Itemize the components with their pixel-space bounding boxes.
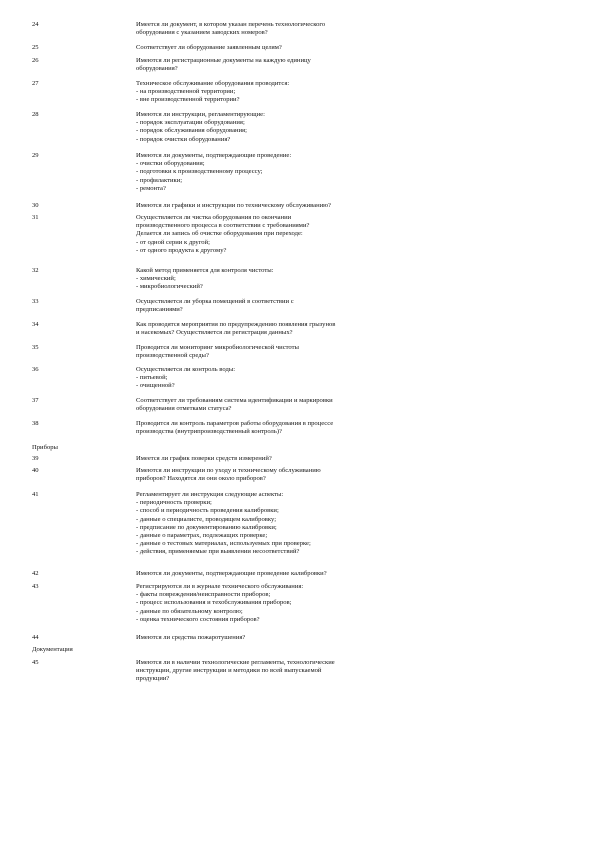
question-text <box>136 298 426 314</box>
question-number: 31 <box>32 214 39 221</box>
question-text-line: - предписание по документированию калибровки; <box>136 523 277 531</box>
question-text-line: - способ и периодичность проведения калибровки; <box>136 507 279 515</box>
question-text-line: Имеются ли документы, подтверждающие проведение калибровки? <box>136 570 327 577</box>
question-text-line: - порядок очистки оборудования? <box>136 135 231 143</box>
question-text-line: - порядок эксплуатации оборудования; <box>136 119 245 127</box>
question-text <box>136 321 426 337</box>
question-number: 26 <box>32 57 39 64</box>
question-text-line: Имеется ли график поверки средств измерений? <box>136 455 272 462</box>
question-text <box>136 420 426 436</box>
question-text-line: - питьевой; <box>136 374 168 382</box>
section-heading: Приборы <box>32 444 58 451</box>
question-number: 27 <box>32 80 39 87</box>
question-number: 29 <box>32 152 39 159</box>
question-text-line: - профилактики; <box>136 176 183 184</box>
question-text-line: Проводится ли контроль параметров работы оборудования в процессе <box>136 420 334 427</box>
question-number: 32 <box>32 267 39 274</box>
question-text-line: - на производственной территории; <box>136 88 236 96</box>
question-text-line: - действия, применяемые при выявлении несоответствий? <box>136 548 300 556</box>
question-text <box>136 455 426 463</box>
question-text-line: оборудования отметками статуса? <box>136 405 232 413</box>
question-text-line: Как проводятся мероприятия по предупреждению появления грызунов <box>136 321 336 328</box>
question-number: 34 <box>32 321 39 328</box>
question-text <box>136 44 426 52</box>
question-text-line: инструкции, другие инструкции и методики по всей выпускаемой <box>136 667 322 675</box>
question-text-line: Проводится ли мониторинг микробиологической чистоты <box>136 344 299 351</box>
question-text-line: - очищенной? <box>136 382 175 390</box>
question-text <box>136 570 426 578</box>
question-text-line: - подготовки к производственному процессу; <box>136 168 263 176</box>
question-text-line: продукции? <box>136 675 170 683</box>
question-number: 25 <box>32 44 39 51</box>
question-text <box>136 214 426 255</box>
question-text <box>136 634 426 642</box>
question-number: 42 <box>32 570 39 577</box>
question-text-line: Какой метод применяется для контроля чистоты: <box>136 267 274 274</box>
question-text-line: Имеются ли инструкции по уходу и техническому обслуживанию <box>136 467 321 474</box>
question-number: 35 <box>32 344 39 351</box>
question-number: 40 <box>32 467 39 474</box>
question-text-line: - химический; <box>136 275 176 283</box>
question-text <box>136 21 426 37</box>
question-text-line: - от одного продукта к другому? <box>136 246 227 254</box>
question-text-line: Регистрируются ли в журнале технического обслуживания: <box>136 583 304 590</box>
question-text <box>136 152 426 193</box>
question-text-line: Имеются ли графики и инструкции по техническому обслуживанию? <box>136 202 331 209</box>
question-text-line: Осуществляется ли уборка помещений в соответствии с <box>136 298 294 305</box>
question-text <box>136 583 426 624</box>
question-text <box>136 202 426 210</box>
question-text-line: - данные о тестовых материалах, используемых при проверке; <box>136 540 311 548</box>
question-text-line: Соответствует ли оборудование заявленным целям? <box>136 44 282 51</box>
question-text-line: Осуществляется ли контроль воды: <box>136 366 236 373</box>
question-text-line: Имеются ли в наличии технологические регламенты, технологические <box>136 659 335 666</box>
question-number: 41 <box>32 491 39 498</box>
question-text-line: Техническое обслуживание оборудования проводится: <box>136 80 290 87</box>
question-text-line: - процесс использования и техобслуживания приборов; <box>136 599 292 607</box>
question-text-line: - вне производственной территории? <box>136 96 240 104</box>
question-text-line: - оценка технического состояния приборов? <box>136 615 260 623</box>
question-number: 24 <box>32 21 39 28</box>
question-text-line: Регламентирует ли инструкция следующие аспекты: <box>136 491 284 498</box>
question-text-line: - микробиологический? <box>136 283 203 291</box>
question-text-line: и насекомых? Осуществляется ли регистрация данных? <box>136 329 293 337</box>
question-text-line: Имеются ли документы, подтверждающие проведение: <box>136 152 292 159</box>
question-text-line: приборов? Находятся ли они около приборов? <box>136 475 266 483</box>
question-number: 39 <box>32 455 39 462</box>
question-text-line: Осуществляется ли чистка оборудования по окончании <box>136 214 292 221</box>
question-text <box>136 467 426 483</box>
question-number: 36 <box>32 366 39 373</box>
section-heading: Документация <box>32 646 73 653</box>
question-text-line: - от одной серии к другой; <box>136 238 210 246</box>
question-text-line: - очистки оборудования; <box>136 160 205 168</box>
question-number: 28 <box>32 111 39 118</box>
question-text-line: - порядок обслуживания оборудования; <box>136 127 247 135</box>
question-text-line: - ремонта? <box>136 184 166 192</box>
question-text <box>136 267 426 292</box>
question-text-line: производства (внутрипроизводственный контроль)? <box>136 428 282 436</box>
question-number: 45 <box>32 659 39 666</box>
question-text-line: - данные по обязательному контролю; <box>136 607 243 615</box>
question-text-line: Имеются ли инструкции, регламентирующие: <box>136 111 265 118</box>
question-text-line: - факты повреждения/неисправности приборов; <box>136 591 271 599</box>
question-text-line: Имеются ли регистрационные документы на каждую единицу <box>136 57 311 64</box>
question-text-line: предписаниями? <box>136 306 183 314</box>
question-text <box>136 397 426 413</box>
question-text <box>136 57 426 73</box>
question-text-line: Соответствует ли требованиям система идентификации и маркировки <box>136 397 333 404</box>
question-text-line: производственного процесса в соответствии с требованиями? <box>136 222 310 230</box>
question-text-line: Имеются ли средства пожаротушения? <box>136 634 246 641</box>
question-text <box>136 491 426 557</box>
question-text <box>136 111 426 144</box>
question-text-line: - периодичность проверки; <box>136 499 212 507</box>
question-text <box>136 80 426 105</box>
question-number: 37 <box>32 397 39 404</box>
question-number: 44 <box>32 634 39 641</box>
question-text-line: - данные о параметрах, подлежащих проверке; <box>136 532 268 540</box>
question-number: 38 <box>32 420 39 427</box>
question-text <box>136 344 426 360</box>
question-number: 33 <box>32 298 39 305</box>
question-text-line: оборудования с указанием заводских номеров? <box>136 29 268 37</box>
question-text-line: Имеется ли документ, в котором указан перечень технологического <box>136 21 326 28</box>
question-text-line: оборудования? <box>136 65 178 73</box>
question-text-line: производственной среды? <box>136 352 209 360</box>
question-number: 30 <box>32 202 39 209</box>
question-text <box>136 366 426 391</box>
question-number: 43 <box>32 583 39 590</box>
question-text-line: - данные о специалисте, проводящем калибровку; <box>136 515 277 523</box>
question-text-line: Делается ли запись об очистке оборудования при переходе: <box>136 230 303 238</box>
question-text <box>136 659 426 684</box>
